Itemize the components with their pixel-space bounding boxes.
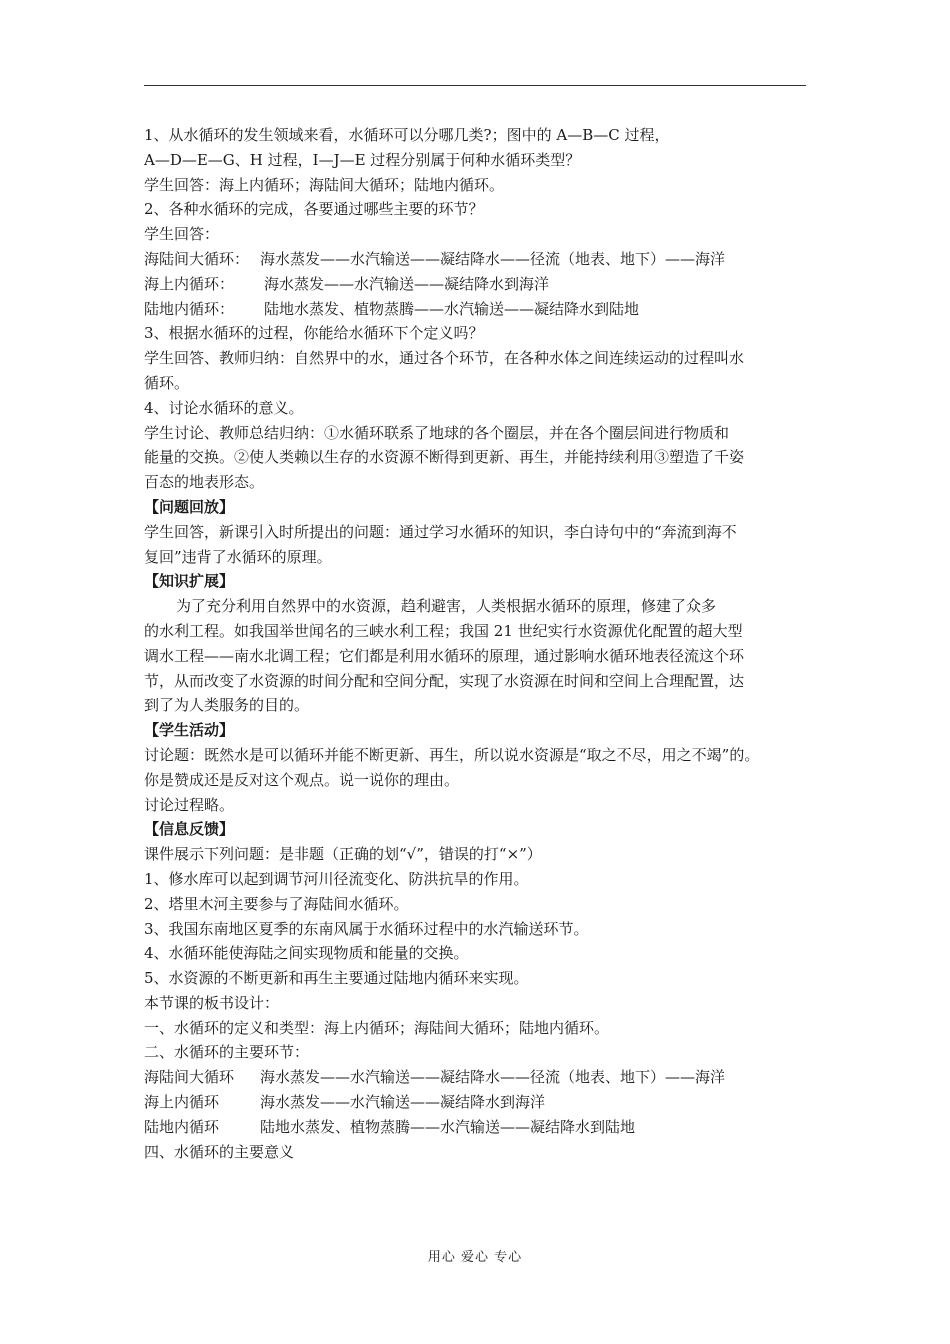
text-line: 的水利工程。如我国举世闻名的三峡水利工程；我国 21 世纪实行水资源优化配置的超大型 <box>144 621 743 640</box>
text-line: 二、水循环的主要环节： <box>144 1043 310 1062</box>
text-line: 2、塔里木河主要参与了海陆间水循环。 <box>144 894 409 913</box>
text-line: 能量的交换。②使人类赖以生存的水资源不断得到更新、再生，并能持续利用③塑造了千姿 <box>144 448 745 467</box>
cycle-row <box>144 1090 824 1115</box>
text-line: 3、我国东南地区夏季的东南风属于水循环过程中的水汽输送环节。 <box>144 919 589 938</box>
text-line: 1、从水循环的发生领域来看，水循环可以分哪几类?；图中的 A—B—C 过程， <box>144 126 670 144</box>
cycle-row <box>144 1115 824 1140</box>
text-line: 3、根据水循环的过程，你能给水循环下个定义吗？ <box>144 324 484 343</box>
cycle-text: 海水蒸发——水汽输送——凝结降水到海洋 <box>260 1093 546 1112</box>
cycle-text: 海水蒸发——水汽输送——凝结降水——径流（地表、地下）——海洋 <box>260 249 726 268</box>
cycle-text: 陆地水蒸发、植物蒸腾——水汽输送——凝结降水到陆地 <box>264 299 640 318</box>
cycle-text: 海水蒸发——水汽输送——凝结降水——径流（地表、地下）——海洋 <box>260 1068 726 1087</box>
section-heading-feedback: 【信息反馈】 <box>144 820 235 839</box>
cycle-row <box>144 297 824 322</box>
text-line: 复回”违背了水循环的原理。 <box>144 547 332 566</box>
text-line: 一、水循环的定义和类型：海上内循环；海陆间大循环；陆地内循环。 <box>144 1018 610 1037</box>
cycle-row <box>144 247 824 272</box>
cycle-text: 陆地水蒸发、植物蒸腾——水汽输送——凝结降水到陆地 <box>260 1117 636 1136</box>
text-line: 2、各种水循环的完成，各要通过哪些主要的环节？ <box>144 200 484 219</box>
document-body <box>144 123 824 1164</box>
cycle-row <box>144 1065 824 1090</box>
cycle-text: 海水蒸发——水汽输送——凝结降水到海洋 <box>264 274 550 293</box>
text-line: 学生回答、教师归纳：自然界中的水，通过各个环节，在各种水体之间连续运动的过程叫水 <box>144 349 745 368</box>
text-line: 调水工程——南水北调工程；它们都是利用水循环的原理，通过影响水循环地表径流这个环 <box>144 646 745 665</box>
cycle-label: 陆地内循环 <box>144 1117 220 1136</box>
text-line: 学生回答： <box>144 225 220 244</box>
text-line: 学生回答：海上内循环；海陆间大循环；陆地内循环。 <box>144 175 505 194</box>
text-line: A—D—E—G、H 过程，I—J—E 过程分别属于何种水循环类型？ <box>144 150 581 169</box>
page-footer: 用心 爱心 专心 <box>427 1250 523 1265</box>
text-line: 4、水循环能使海陆之间实现物质和能量的交换。 <box>144 944 469 963</box>
cycle-label: 海上内循环 <box>144 1093 220 1112</box>
text-line: 为了充分利用自然界中的水资源，趋利避害，人类根据水循环的原理，修建了众多 <box>176 597 717 616</box>
text-line: 循环。 <box>144 373 190 392</box>
text-line: 课件展示下列问题：是非题（正确的划“√”，错误的打“×”） <box>144 845 542 864</box>
text-line: 讨论过程略。 <box>144 795 235 814</box>
section-heading-activity: 【学生活动】 <box>144 721 235 740</box>
text-line: 到了为人类服务的目的。 <box>144 696 310 715</box>
text-line: 本节课的板书设计： <box>144 993 280 1012</box>
text-line: 学生讨论、教师总结归纳：①水循环联系了地球的各个圈层，并在各个圈层间进行物质和 <box>144 423 730 442</box>
text-line: 4、讨论水循环的意义。 <box>144 398 304 417</box>
text-line: 节，从而改变了水资源的时间分配和空间分配，实现了水资源在时间和空间上合理配置，达 <box>144 671 745 690</box>
cycle-label: 海陆间大循环： <box>144 249 250 268</box>
text-line: 讨论题：既然水是可以循环并能不断更新、再生，所以说水资源是“取之不尽，用之不竭”的。 <box>144 745 760 764</box>
cycle-row <box>144 272 824 297</box>
text-line: 百态的地表形态。 <box>144 473 265 492</box>
section-heading-review: 【问题回放】 <box>144 497 235 516</box>
text-line: 四、水循环的主要意义 <box>144 1142 295 1161</box>
text-line: 5、水资源的不断更新和再生主要通过陆地内循环来实现。 <box>144 969 529 988</box>
text-line: 学生回答，新课引入时所提出的问题：通过学习水循环的知识，李白诗句中的“奔流到海不 <box>144 522 737 541</box>
text-line: 1、修水库可以起到调节河川径流变化、防洪抗旱的作用。 <box>144 869 529 888</box>
cycle-label: 海上内循环： <box>144 274 235 293</box>
text-line: 你是赞成还是反对这个观点。说一说你的理由。 <box>144 770 460 789</box>
header-rule <box>144 85 806 86</box>
cycle-label: 陆地内循环： <box>144 299 235 318</box>
section-heading-expand: 【知识扩展】 <box>144 572 235 591</box>
cycle-label: 海陆间大循环 <box>144 1068 235 1087</box>
